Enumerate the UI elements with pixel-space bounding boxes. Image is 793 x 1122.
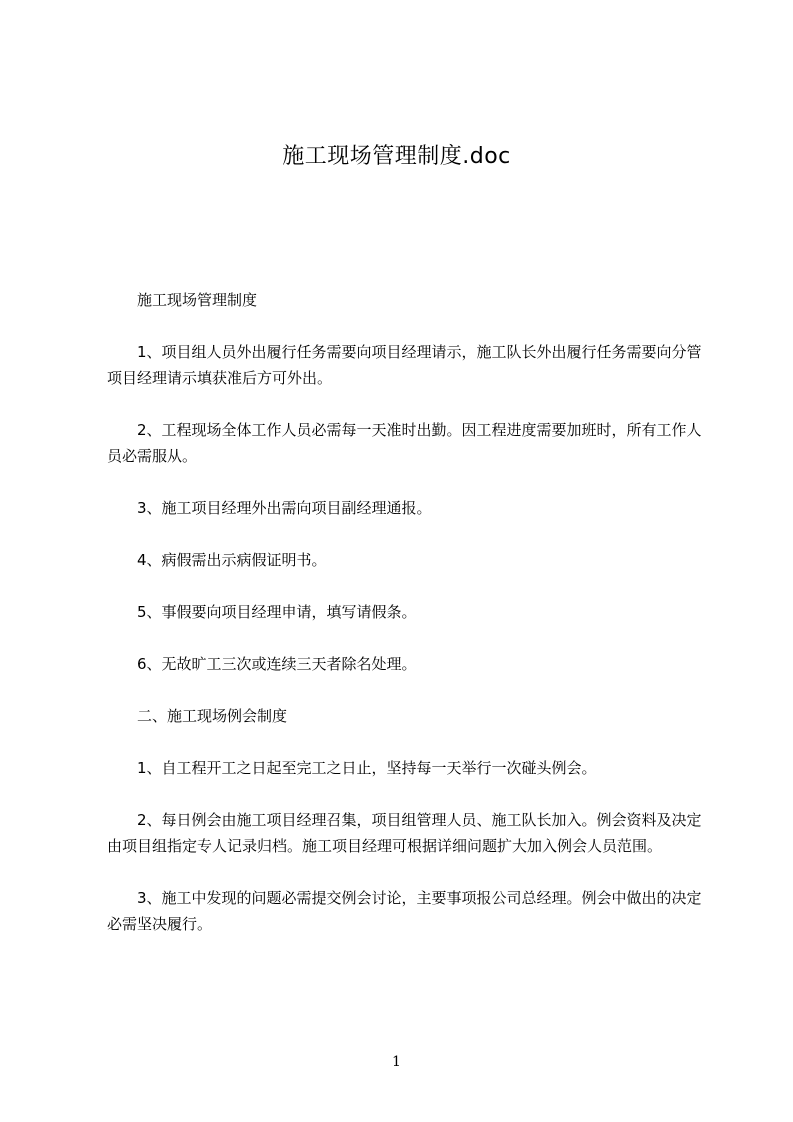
rule-paragraph: 1、项目组人员外出履行任务需要向项目经理请示，施工队长外出履行任务需要向分管项目经理请示填获准后方可外出。 [107,343,702,387]
document-body [107,287,713,937]
section-heading: 二、施工现场例会制度 [137,707,288,725]
rule-paragraph: 3、施工中发现的问题必需提交例会讨论，主要事项报公司总经理。例会中做出的决定必需坚决履行。 [107,889,702,933]
rule-paragraph: 5、事假要向项目经理申请，填写请假条。 [137,603,417,621]
rule-paragraph: 1、自工程开工之日起至完工之日止，坚持每一天举行一次碰头例会。 [137,759,597,777]
rule-paragraph: 2、每日例会由施工项目经理召集，项目组管理人员、施工队长加入。例会资料及决定由项目组指定专人记录归档。施工项目经理可根据详细问题扩大加入例会人员范围。 [107,811,702,855]
rule-paragraph: 3、施工项目经理外出需向项目副经理通报。 [137,499,432,517]
page-number: 1 [392,1054,401,1070]
document-title: 施工现场管理制度.doc [282,144,511,169]
rule-paragraph: 6、无故旷工三次或连续三天者除名处理。 [137,655,417,673]
section-heading: 施工现场管理制度 [137,291,258,309]
rule-paragraph: 2、工程现场全体工作人员必需每一天准时出勤。因工程进度需要加班时，所有工作人员必需服从。 [107,421,702,465]
rule-paragraph: 4、病假需出示病假证明书。 [137,551,327,569]
